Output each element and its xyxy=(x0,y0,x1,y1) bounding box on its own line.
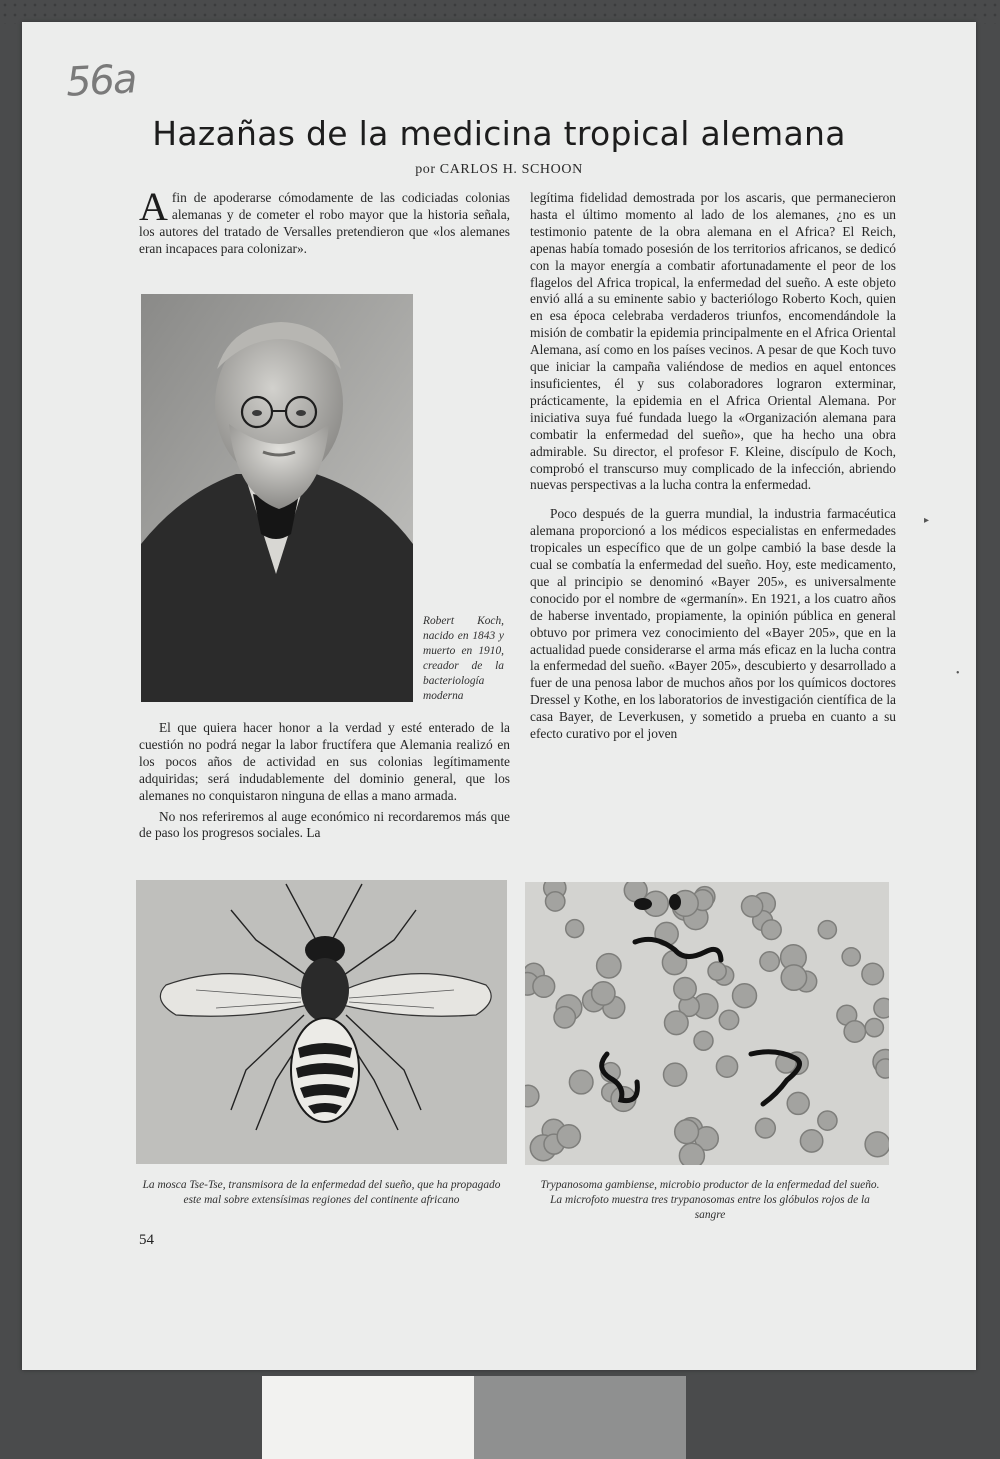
red-blood-cell xyxy=(760,952,779,971)
drop-cap: A xyxy=(139,184,168,229)
koch-portrait-photo xyxy=(141,294,413,702)
left-column-intro xyxy=(139,184,510,258)
article-title: Hazañas de la medicina tropical alemana xyxy=(152,114,846,153)
left-column-body xyxy=(139,720,510,842)
gray-scale-mid-swatch xyxy=(474,1376,686,1459)
red-blood-cell xyxy=(818,1111,837,1130)
red-blood-cell xyxy=(597,954,621,978)
red-blood-cell xyxy=(554,1007,575,1028)
red-blood-cell xyxy=(665,1011,689,1035)
tsetse-fly-photo xyxy=(136,880,507,1164)
scan-edge-dots xyxy=(0,0,1000,24)
red-blood-cell xyxy=(787,1092,809,1114)
red-blood-cell xyxy=(844,1021,865,1042)
red-blood-cell xyxy=(592,982,615,1005)
red-blood-cell xyxy=(557,1125,580,1148)
red-blood-cell xyxy=(679,1143,704,1165)
red-blood-cell xyxy=(566,920,584,938)
red-blood-cell xyxy=(546,892,565,911)
red-blood-cell xyxy=(533,976,555,998)
red-blood-cell xyxy=(756,1118,776,1138)
red-blood-cell xyxy=(694,1031,713,1050)
red-blood-cell xyxy=(865,1019,883,1037)
caption-koch: Robert Koch, nacido en 1843 y muerto en 1910, creador de la bacteriología moderna xyxy=(423,615,504,702)
caption-trypanosoma: Trypanosoma gambiense, microbio productor de la enfermedad del sueño. La microfoto muestra tres trypanosomas entre los glóbulos rojos de la sangre xyxy=(540,1179,880,1221)
red-blood-cell xyxy=(525,1085,539,1107)
red-blood-cell xyxy=(842,948,860,966)
red-blood-cell xyxy=(674,978,696,1000)
paragraph-intro-text: fin de apoderarse cómodamente de las codiciadas colonias alemanas y de cometer el robo mayor que la historia señala, los autores del tratado de Versalles pretendieron que «los alemanes eran incapaces para colonizar». xyxy=(139,190,510,256)
right-column-body xyxy=(530,190,896,743)
red-blood-cell xyxy=(733,984,757,1008)
caption-tsetse-fly: La mosca Tse-Tse, transmisora de la enfermedad del sueño, que ha propagado este mal sobre extensísimas regiones del continente africano xyxy=(142,1179,501,1206)
red-blood-cell xyxy=(862,963,884,985)
red-blood-cell xyxy=(874,998,889,1018)
red-blood-cell xyxy=(762,920,782,940)
margin-mark: ▸ xyxy=(924,515,930,526)
paragraph: No nos referiremos al auge económico ni recordaremos más que de paso los progresos sociales. La xyxy=(139,808,510,841)
margin-mark: • xyxy=(956,668,960,679)
red-blood-cell xyxy=(800,1130,822,1152)
red-blood-cell xyxy=(876,1059,889,1078)
article-byline: por CARLOS H. SCHOON xyxy=(415,162,583,177)
red-blood-cell xyxy=(865,1132,889,1157)
red-blood-cell xyxy=(708,962,726,980)
red-blood-cell xyxy=(664,1063,687,1086)
red-blood-cell xyxy=(742,896,763,917)
paragraph: legítima fidelidad demostrada por los ascaris, que permanecieron hasta el último momento al lado de los alemanes, ¿no es un testimonio patente de la obra alemana en el Africa? El Reich, apenas había tomado posesión de los territorios africanos, se dedicó con la mayor energía a combatir afortunadamente el peor de los flagelos del Africa tropical, la enfermedad del sueño. A este objeto envió allá a su eminente sabio y bacteriólogo Roberto Koch, quien en esa época celebraba verdaderos triunfos, encomendándole la misión de combatir la epidemia principalmente en el Africa Oriental Alemana, así como en los países vecinos. A pesar de que Koch tuvo que iniciar la campaña valiéndose de medios en aquel entonces insuficientes, él y sus colaboradores lograron exterminar, prácticamente, la epidemia en el Africa Oriental Alemana. Por iniciativa suya fué fundada luego la «Organización alemana para combatir la enfermedad del sueño», que ha hecho una obra admirable. Su director, el profesor F. Kleine, discípulo de Koch, comprobó el transcurso muy complicado de la infección, abriendo nuevas perspectivas a la lucha contra la enfermedad. xyxy=(530,190,896,493)
red-blood-cell xyxy=(716,1056,737,1077)
red-blood-cell xyxy=(719,1010,738,1029)
magazine-page xyxy=(22,22,976,1370)
page-number: 54 xyxy=(139,1232,154,1248)
trypanosoma-micrograph xyxy=(525,882,889,1165)
red-blood-cell xyxy=(781,965,806,990)
handwritten-annotation: 56a xyxy=(64,56,137,106)
paragraph: Poco después de la guerra mundial, la industria farmacéutica alemana proporcionó a los médicos especialistas en enfermedades tropicales un específico que de un golpe cambió la base desde la cual se combatía la enfermedad del sueño. Hoy, este medicamento, que al principio se denominó «Bayer 205», es universalmente conocido por el nombre de «germanín». En 1921, a los cuatro años de haberse inventado, propiamente, la opinión pública en general obtuvo por primera vez conocimiento del «Bayer 205», que en la actualidad puede considerarse el arma más eficaz en la lucha contra la enfermedad del sueño. «Bayer 205», descubierto y desarrollado a fuer de una penosa labor de muchos años por los químicos doctores Dressel y Kothe, en los laboratorios de investigación científica de la casa Bayer, de Leverkusen, y sometido a prueba en cuanto a su efecto curativo por el joven xyxy=(530,506,896,742)
red-blood-cell xyxy=(818,921,836,939)
gray-scale-white-swatch xyxy=(262,1376,474,1459)
red-blood-cell xyxy=(675,1120,699,1144)
red-blood-cell xyxy=(569,1070,593,1094)
paragraph: El que quiera hacer honor a la verdad y esté enterado de la cuestión no podrá negar la labor fructífera que Alemania realizó en los pocos años de actividad en sus colonias legítimamente adquiridas; será indudablemente del dominio general, que los alemanes no conquistaron ninguna de ellas a mano armada. xyxy=(139,720,510,803)
paragraph-intro xyxy=(139,184,510,258)
